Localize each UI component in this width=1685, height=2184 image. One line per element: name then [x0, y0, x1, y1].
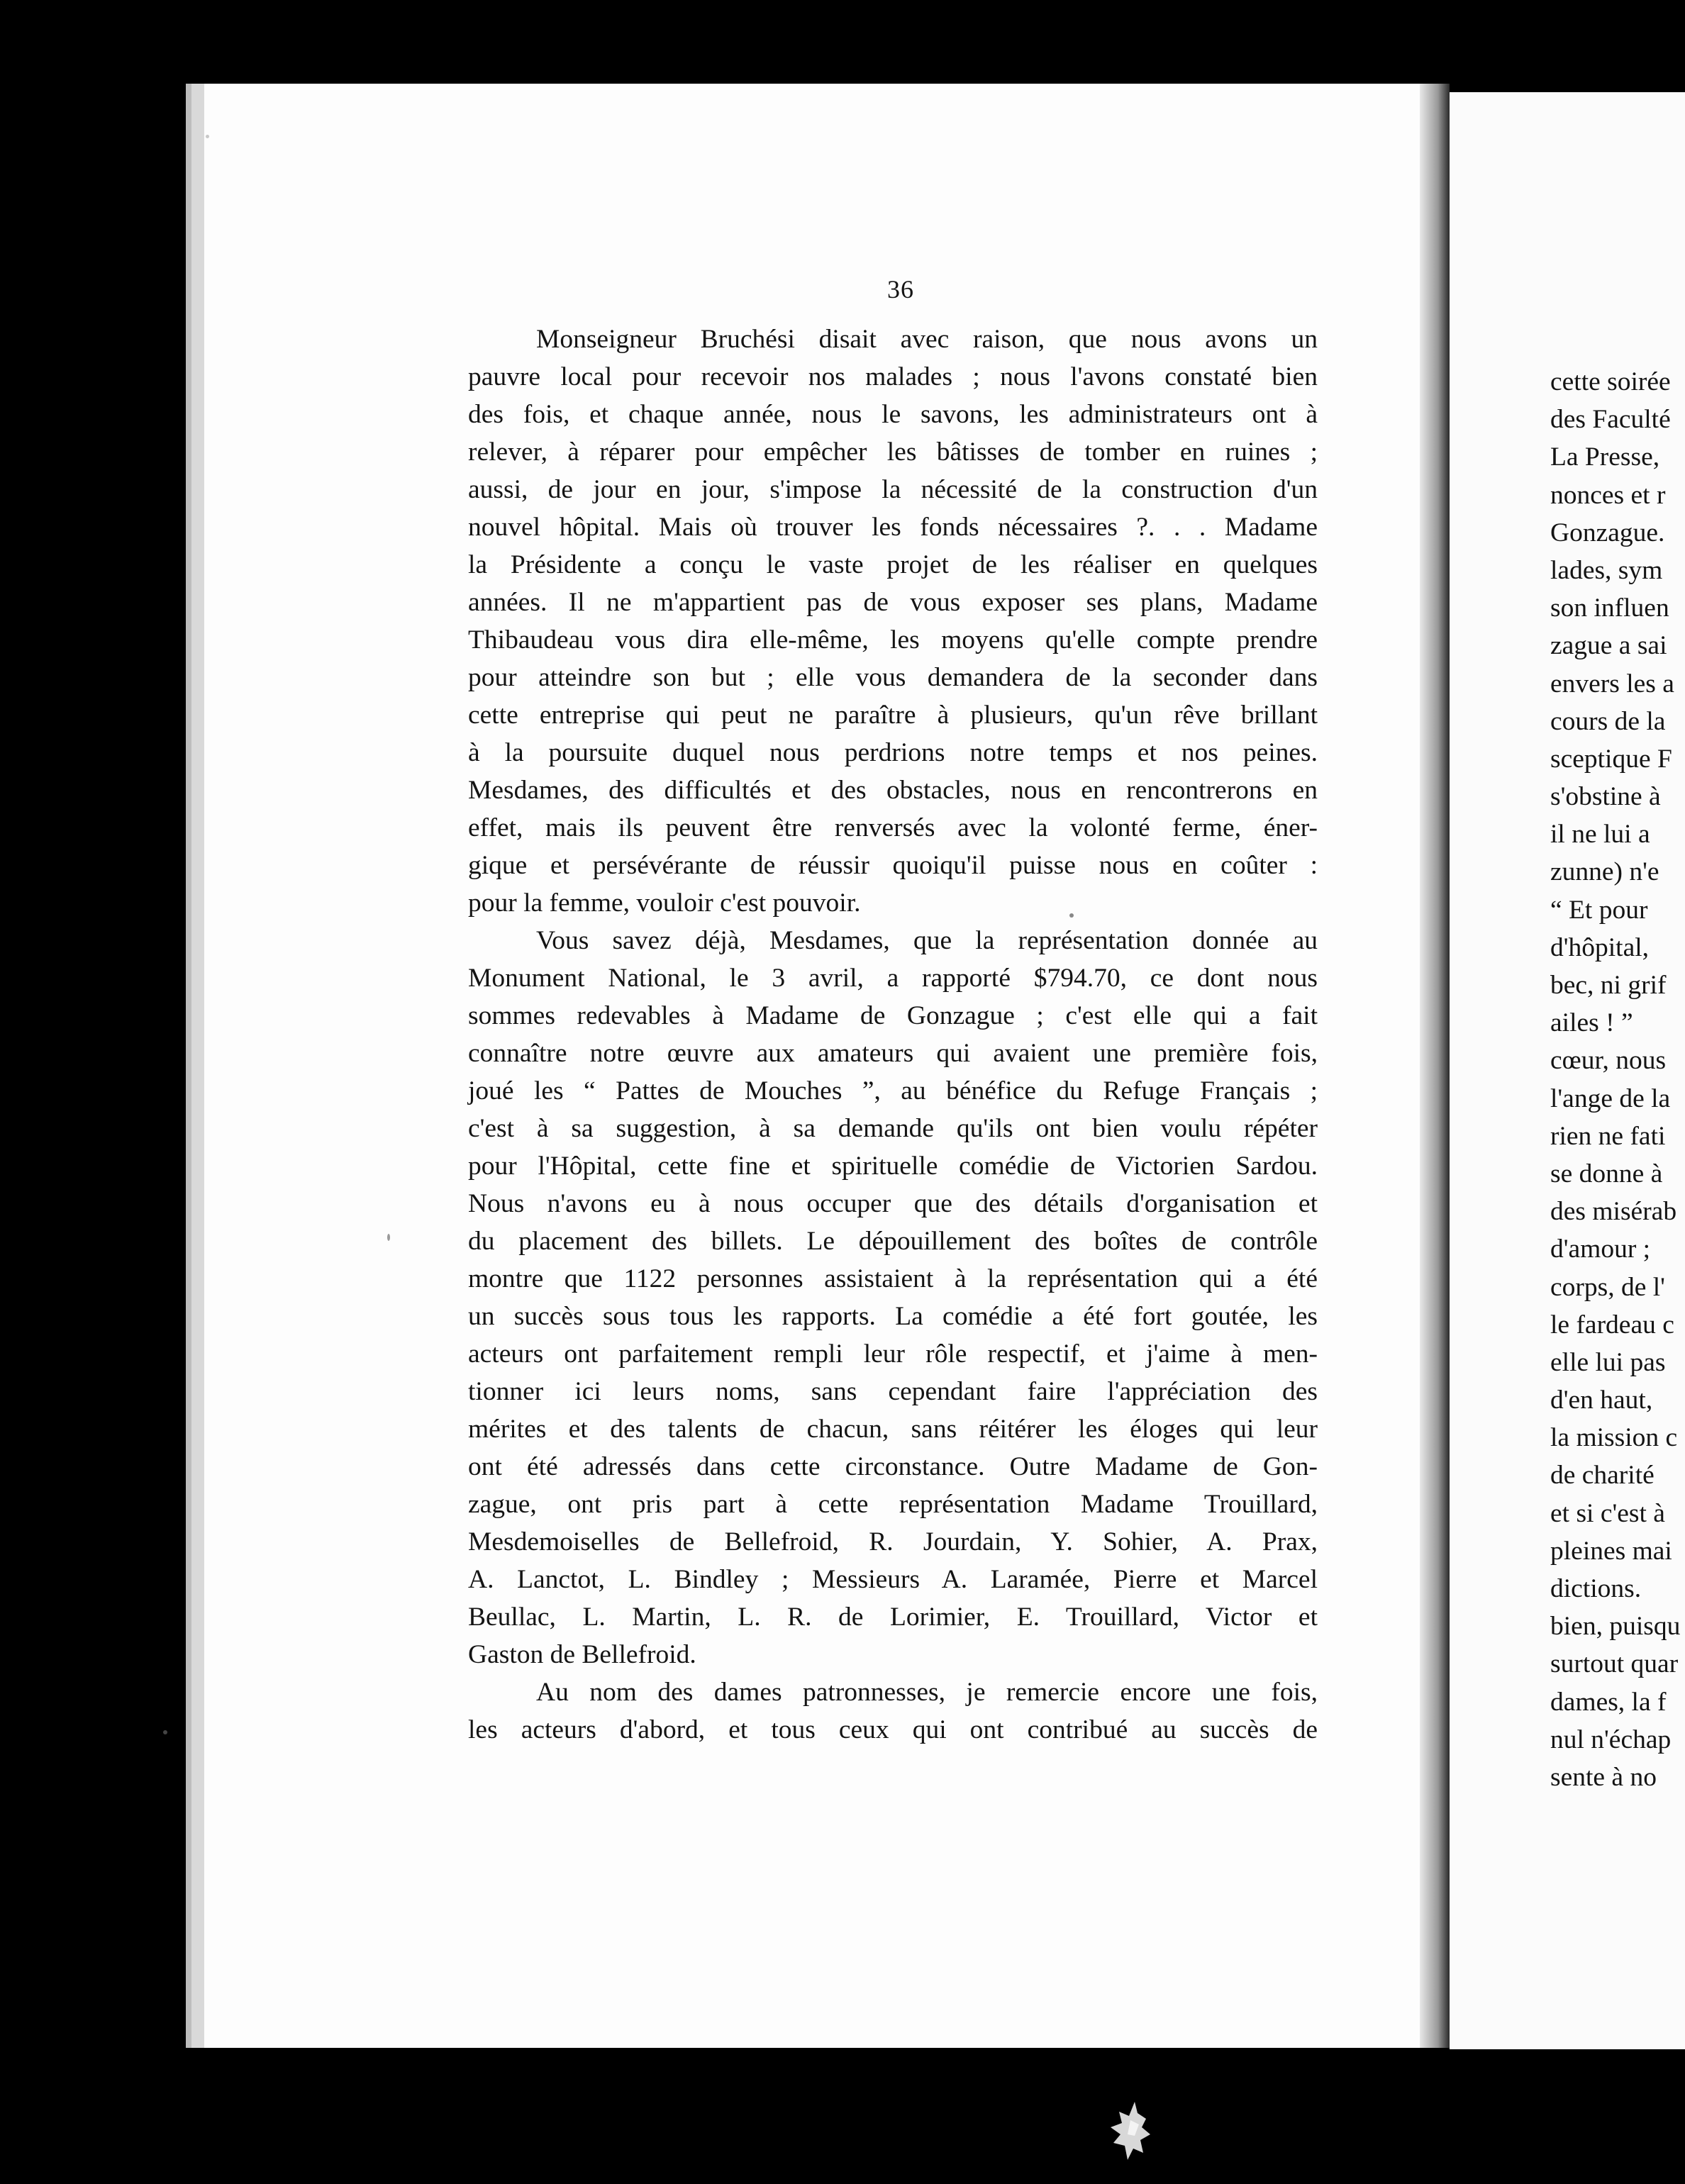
text-line: joué les “ Pattes de Mouches ”, au bénéfice du Refuge Français ;: [468, 1076, 1318, 1105]
facing-text-line: bien, puisqu: [1550, 1612, 1681, 1642]
text-line: relever, à réparer pour empêcher les bâtisses de tomber en ruines ;: [468, 438, 1318, 467]
facing-text-line: ailes ! ”: [1550, 1008, 1633, 1038]
facing-text-line: son influen: [1550, 594, 1669, 623]
facing-text-line: bec, ni grif: [1550, 971, 1667, 1000]
facing-text-line: Gonzague.: [1550, 518, 1665, 547]
text-line: tionner ici leurs noms, sans cependant faire l'appréciation des: [468, 1377, 1318, 1406]
facing-text-line: rien ne fati: [1550, 1121, 1666, 1151]
facing-page-text: [1550, 363, 1685, 1796]
facing-text-line: dictions.: [1550, 1574, 1642, 1603]
text-line: acteurs ont parfaitement rempli leur rôle respectif, et j'aime à men-: [468, 1339, 1318, 1369]
facing-text-line: envers les a: [1550, 669, 1674, 698]
facing-text-line: dames, la f: [1550, 1687, 1667, 1717]
text-line: gique et persévérante de réussir quoiqu'il puisse nous en coûter :: [468, 851, 1318, 880]
facing-text-line: il ne lui a: [1550, 820, 1650, 849]
text-line: pour l'Hôpital, cette fine et spirituelle comédie de Victorien Sardou.: [468, 1152, 1318, 1181]
text-line: aussi, de jour en jour, s'impose la nécessité de la construction d'un: [468, 475, 1318, 504]
facing-text-line: elle lui pas: [1550, 1347, 1666, 1377]
facing-text-line: d'hôpital,: [1550, 932, 1650, 962]
facing-text-line: nonces et r: [1550, 480, 1666, 510]
page-body-text: [468, 321, 1318, 1749]
facing-text-line: le fardeau c: [1550, 1310, 1674, 1339]
dust-speck: [206, 135, 209, 138]
text-line: les acteurs d'abord, et tous ceux qui ont contribué au succès de: [468, 1715, 1318, 1744]
facing-text-line: sceptique F: [1550, 744, 1672, 774]
facing-text-line: des Faculté: [1550, 405, 1671, 435]
text-line: un succès sous tous les rapports. La comédie a été fort goutée, les: [468, 1302, 1318, 1331]
facing-text-line: lades, sym: [1550, 555, 1663, 585]
text-line: Thibaudeau vous dira elle-même, les moyens qu'elle compte prendre: [468, 625, 1318, 654]
text-line: pour atteindre son but ; elle vous demandera de la seconder dans: [468, 663, 1318, 692]
text-line: A. Lanctot, L. Bindley ; Messieurs A. Laramée, Pierre et Marcel: [468, 1565, 1318, 1594]
book-gutter: [1420, 84, 1450, 2048]
text-line: connaître notre œuvre aux amateurs qui avaient une première fois,: [468, 1039, 1318, 1068]
facing-text-line: nul n'échap: [1550, 1725, 1672, 1754]
facing-text-line: La Presse,: [1550, 442, 1660, 472]
text-line: Nous n'avons eu à nous occuper que des détails d'organisation et: [468, 1189, 1318, 1218]
text-line: à la poursuite duquel nous perdrions notre temps et nos peines.: [468, 738, 1318, 767]
text-line: sommes redevables à Madame de Gonzague ; c'est elle qui a fait: [468, 1001, 1318, 1030]
facing-text-line: cœur, nous: [1550, 1046, 1667, 1076]
text-line: ont été adressés dans cette circonstance. Outre Madame de Gon-: [468, 1452, 1318, 1481]
text-line: nouvel hôpital. Mais où trouver les fonds nécessaires ?. . . Madame: [468, 513, 1318, 542]
text-line: la Présidente a conçu le vaste projet de les réaliser en quelques: [468, 550, 1318, 579]
text-line: Gaston de Bellefroid.: [468, 1640, 696, 1669]
facing-text-line: sente à no: [1550, 1762, 1657, 1792]
text-line: c'est à sa suggestion, à sa demande qu'ils ont bien voulu répéter: [468, 1114, 1318, 1143]
facing-text-line: s'obstine à: [1550, 782, 1661, 812]
facing-text-line: corps, de l': [1550, 1272, 1665, 1302]
facing-text-line: pleines mai: [1550, 1536, 1672, 1566]
text-line: effet, mais ils peuvent être renversés avec la volonté ferme, éner-: [468, 813, 1318, 842]
text-line: pauvre local pour recevoir nos malades ; nous l'avons constaté bien: [468, 362, 1318, 391]
text-line: Beullac, L. Martin, L. R. de Lorimier, E. Trouillard, Victor et: [468, 1603, 1318, 1632]
facing-text-line: l'ange de la: [1550, 1083, 1671, 1113]
page-number: 36: [887, 275, 914, 303]
text-line: Au nom des dames patronnesses, je remercie encore une fois,: [536, 1678, 1318, 1707]
facing-text-line: et si c'est à: [1550, 1498, 1665, 1528]
facing-text-line: surtout quar: [1550, 1649, 1679, 1679]
text-line: montre que 1122 personnes assistaient à la représentation qui a été: [468, 1264, 1318, 1293]
facing-text-line: d'amour ;: [1550, 1235, 1651, 1264]
text-line: années. Il ne m'appartient pas de vous exposer ses plans, Madame: [468, 588, 1318, 617]
facing-text-line: la mission c: [1550, 1423, 1678, 1453]
facing-text-line: d'en haut,: [1550, 1386, 1653, 1415]
facing-text-line: “ Et pour: [1550, 895, 1648, 925]
text-line: Monseigneur Bruchési disait avec raison, que nous avons un: [536, 325, 1318, 354]
dust-speck: [163, 1730, 167, 1734]
text-line: des fois, et chaque année, nous le savons, les administrateurs ont à: [468, 400, 1318, 429]
text-line: Mesdemoiselles de Bellefroid, R. Jourdain, Y. Sohier, A. Prax,: [468, 1527, 1318, 1556]
text-line: mérites et des talents de chacun, sans réitérer les éloges qui leur: [468, 1415, 1318, 1444]
text-line: cette entreprise qui peut ne paraître à plusieurs, qu'un rêve brillant: [468, 701, 1318, 730]
facing-text-line: zague a sai: [1550, 631, 1667, 661]
text-line: Mesdames, des difficultés et des obstacles, nous en rencontrerons en: [468, 776, 1318, 805]
facing-text-line: se donne à: [1550, 1159, 1663, 1188]
text-line: Vous savez déjà, Mesdames, que la représentation donnée au: [536, 926, 1318, 955]
facing-text-line: de charité: [1550, 1461, 1655, 1491]
facing-text-line: zunne) n'e: [1550, 857, 1659, 887]
text-line: pour la femme, vouloir c'est pouvoir.: [468, 888, 861, 918]
scan-artifact: [1106, 2099, 1156, 2163]
facing-text-line: cette soirée: [1550, 367, 1671, 396]
text-line: Monument National, le 3 avril, a rapporté $794.70, ce dont nous: [468, 964, 1318, 993]
dust-speck: [387, 1234, 390, 1241]
facing-text-line: des misérab: [1550, 1197, 1677, 1227]
dust-speck: [1069, 913, 1074, 918]
facing-text-line: cours de la: [1550, 706, 1666, 736]
text-line: zague, ont pris part à cette représentation Madame Trouillard,: [468, 1490, 1318, 1519]
text-line: du placement des billets. Le dépouillement des boîtes de contrôle: [468, 1227, 1318, 1256]
